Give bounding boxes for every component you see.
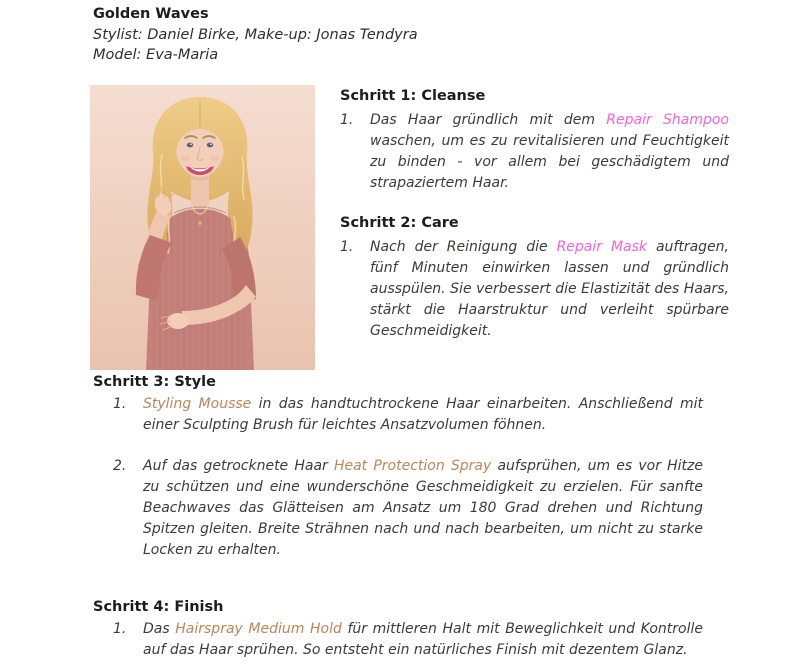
step-2-heading: Schritt 2: Care (340, 215, 459, 231)
product-link-repair-shampoo[interactable]: Repair Shampoo (606, 112, 729, 128)
model-credit: Model: Eva-Maria (93, 47, 219, 64)
text-pre: Das (143, 621, 176, 637)
list-number: 2. (113, 458, 127, 474)
step-4-heading: Schritt 4: Finish (93, 599, 224, 615)
text-post: in das handtuchtrockene Haar einarbeiten. Anschließend mit einer Sculpting Brush für leichtes Ansatzvolumen föhnen. (143, 396, 703, 433)
text-pre: Nach der Reinigung die (370, 239, 557, 255)
step-2-item-1-text (370, 237, 729, 342)
list-number: 1. (113, 621, 127, 637)
text-post: aufsprühen, um es vor Hitze zu schützen und eine wunderschöne Geschmeidigkeit zu erzielen. Für sanfte Beachwaves das Glätteisen am Ansatz um 180 Grad drehen und Richtung Spitzen gleiten. Breite Strähnen nach und nach bearbeiten, um nicht zu starke Locken zu erhalten. (143, 458, 703, 558)
list-number: 1. (340, 239, 354, 255)
doc-header (93, 4, 418, 66)
stylist-credit: Stylist: Daniel Birke, Make-up: Jonas Tendyra (93, 26, 418, 43)
step-4-item-1-text (143, 619, 703, 661)
step-1-heading: Schritt 1: Cleanse (340, 88, 486, 104)
product-link-repair-mask[interactable]: Repair Mask (556, 239, 648, 255)
list-number: 1. (340, 112, 354, 128)
product-link-styling-mousse[interactable]: Styling Mousse (143, 396, 252, 412)
text-pre: Auf das getrocknete Haar (143, 458, 334, 474)
text-post: für mittleren Halt mit Beweglichkeit und Kontrolle auf das Haar sprühen. So entsteht ein natürliches Finish mit dezentem Glanz. (143, 621, 703, 658)
step-2-care (340, 213, 729, 342)
step-3-item-1-text (143, 394, 703, 436)
text-post: auftragen, fünf Minuten einwirken lassen und gründlich ausspülen. Sie verbessert die Elastizität des Haars, stärkt die Haarstruktur und verleiht spürbare Geschmeidigkeit. (370, 239, 730, 339)
model-photo-illustration (90, 85, 315, 370)
step-3-item-2-text (143, 456, 703, 561)
page-title: Golden Waves (93, 6, 209, 22)
step-4-item-1 (93, 619, 703, 661)
product-link-hairspray-medium-hold[interactable]: Hairspray Medium Hold (175, 621, 342, 637)
step-4-finish (93, 597, 703, 661)
text-pre: Das Haar gründlich mit dem (370, 112, 607, 128)
product-link-heat-protection-spray[interactable]: Heat Protection Spray (333, 458, 492, 474)
step-3-item-1 (93, 394, 703, 436)
steps-column-right (340, 86, 729, 342)
list-number: 1. (113, 396, 127, 412)
model-photo (90, 85, 315, 370)
step-1-item-1-text (370, 110, 729, 194)
step-1-item-1 (340, 110, 729, 194)
step-3-heading: Schritt 3: Style (93, 374, 216, 390)
step-1-cleanse (340, 86, 729, 194)
step-2-item-1 (340, 237, 729, 342)
step-3-item-2 (93, 456, 703, 561)
text-post: waschen, um es zu revitalisieren und Feuchtigkeit zu binden - vor allem bei geschädigtem und strapaziertem Haar. (370, 133, 729, 191)
step-3-style (93, 372, 703, 561)
